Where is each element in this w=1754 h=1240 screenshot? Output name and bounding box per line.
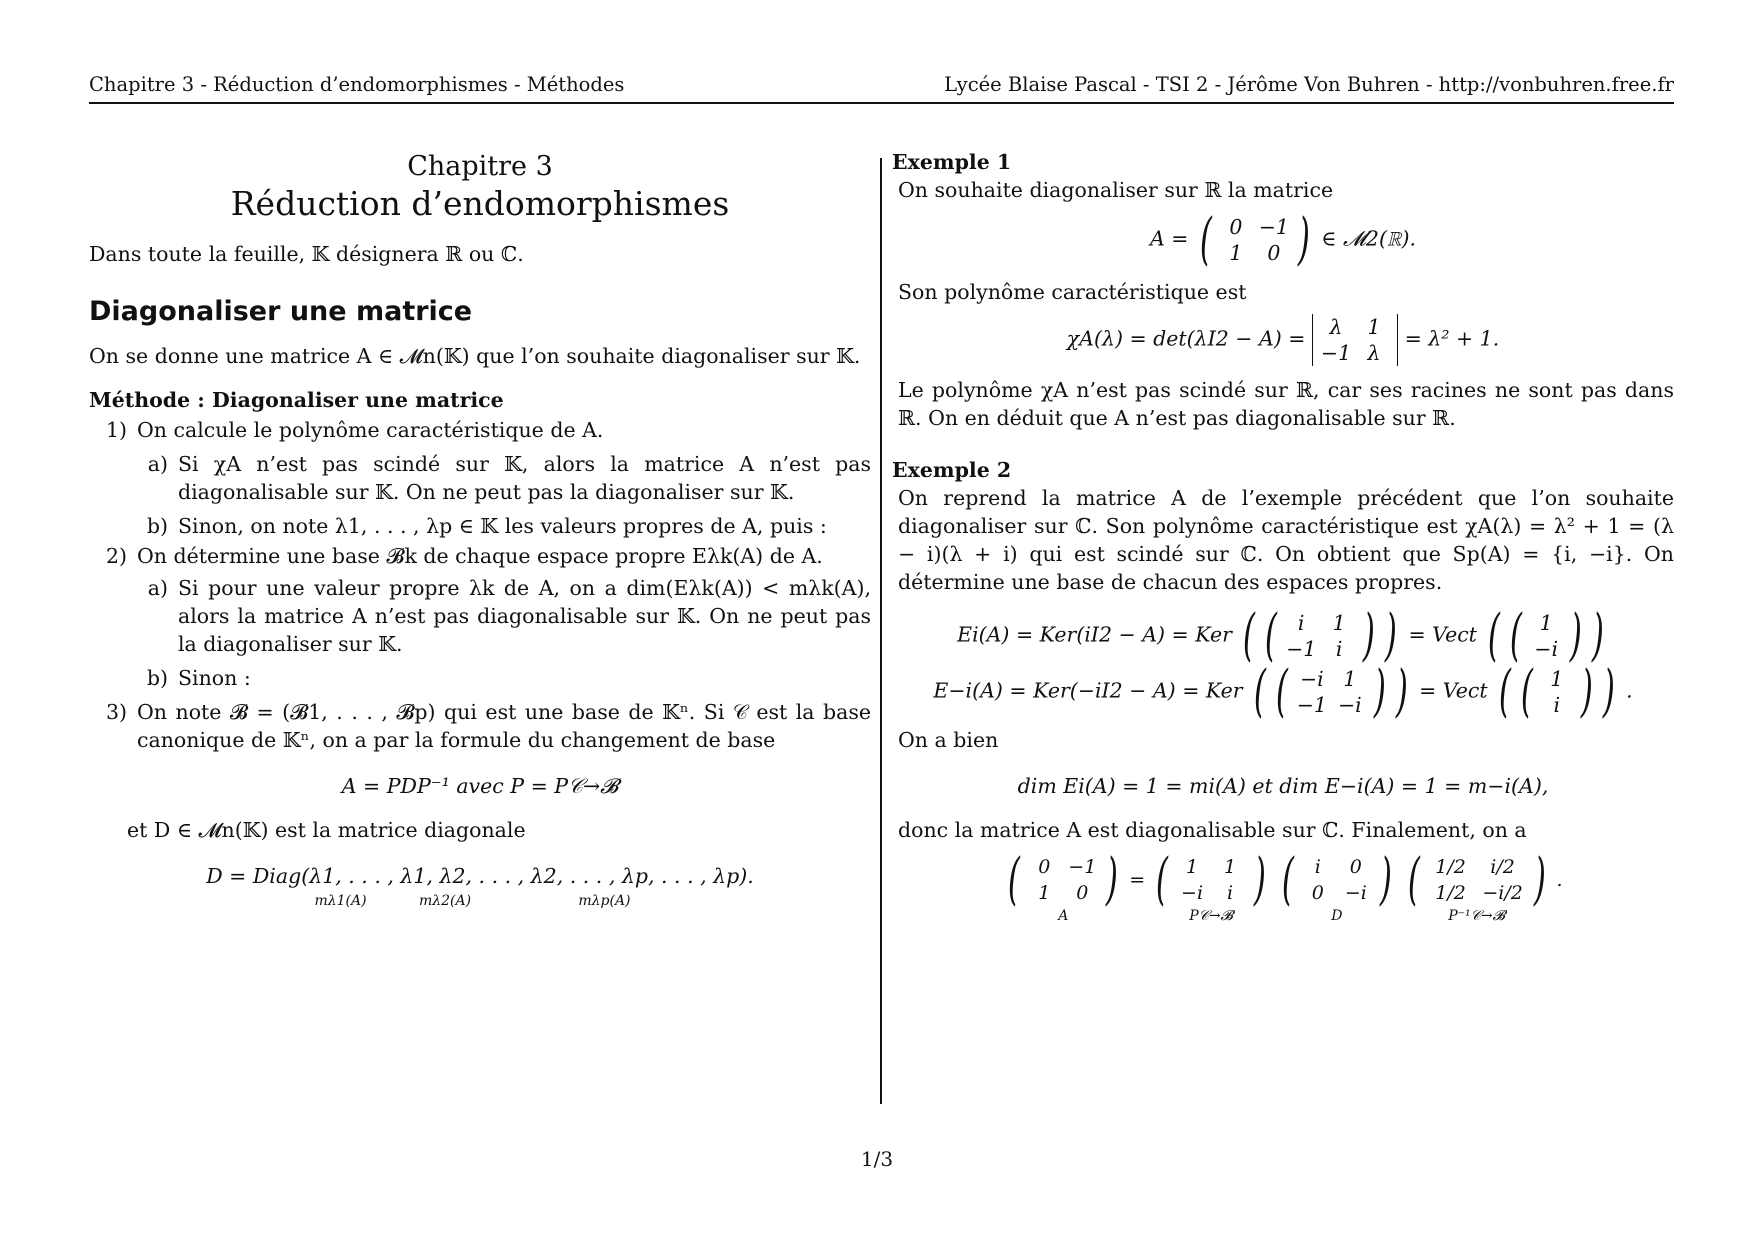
diag-brace-labels — [89, 892, 871, 910]
right-column — [892, 148, 1674, 924]
brace-label: mλ2(A) — [418, 893, 472, 909]
example-1-text-2: Son polynôme caractéristique est — [898, 280, 1247, 304]
left-paren: ( — [1510, 603, 1523, 668]
cell: i — [1553, 693, 1561, 717]
right-paren: ) — [1533, 847, 1546, 912]
cell: 1 — [1224, 856, 1237, 878]
cell: −1 — [1258, 215, 1289, 239]
cell: i — [1227, 882, 1234, 904]
cell: 1 — [1038, 882, 1051, 904]
eq-right: ∈ 𝓜2(ℝ). — [1321, 226, 1417, 251]
cell: −i — [1534, 637, 1559, 661]
cell: 0 — [1038, 856, 1051, 878]
brace-label: D — [1331, 908, 1343, 924]
method-step-1 — [89, 416, 871, 444]
step-letter: a) — [147, 452, 168, 476]
matrix — [1425, 854, 1529, 906]
cell: i — [1314, 856, 1321, 878]
left-paren: ( — [1254, 659, 1267, 724]
matrix — [1282, 610, 1358, 662]
example-2-text-2: On a bien — [898, 728, 999, 752]
brace-label: P⁻¹𝒞→𝓑 — [1448, 908, 1505, 924]
cell: λ — [1329, 315, 1343, 339]
step-text: On détermine une base 𝓑k de chaque espace propre Eλk(A) de A. — [137, 544, 823, 568]
factor-p — [1151, 847, 1271, 924]
method-step-1b — [138, 512, 871, 540]
factor-d — [1277, 847, 1397, 924]
method-step-1a — [138, 450, 871, 506]
equation-characteristic — [892, 314, 1674, 366]
factor-a — [1003, 847, 1123, 924]
left-column — [89, 148, 871, 910]
left-paren: ( — [1275, 659, 1288, 724]
cell: −i — [1299, 667, 1324, 691]
step-text: On calcule le polynôme caractéristique de A. — [137, 418, 604, 442]
eq-left: Ei(A) = Ker(iI2 − A) = Ker — [957, 622, 1232, 647]
step-3-continuation: et D ∈ 𝓜n(𝕂) est la matrice diagonale — [127, 818, 526, 842]
equation-eigenspace-i — [892, 603, 1674, 668]
right-paren: ) — [1253, 847, 1266, 912]
cell: 0 — [1229, 215, 1243, 239]
equals-sign: = — [1129, 869, 1146, 891]
cell: i/2 — [1490, 856, 1515, 878]
matrix — [1293, 666, 1369, 718]
cell: i — [1297, 611, 1305, 635]
step-text: Si pour une valeur propre λk de A, on a dim(Eλk(A)) < mλk(A), alors la matrice A n’est pas diagonalisable sur 𝕂. On ne peut pas la diagonaliser sur 𝕂. — [178, 576, 871, 656]
left-paren: ( — [1499, 659, 1512, 724]
step-number: 1) — [105, 418, 127, 442]
cell: 1 — [1539, 611, 1553, 635]
equation-diagonalization — [892, 847, 1674, 924]
left-paren: ( — [1520, 659, 1533, 724]
method-step-3 — [89, 698, 871, 754]
eq-end: . — [1626, 678, 1633, 703]
eq-left: A = — [1149, 226, 1189, 251]
eq-left: E−i(A) = Ker(−iI2 − A) = Ker — [933, 678, 1243, 703]
cell: −i — [1337, 693, 1362, 717]
cell: 1 — [1367, 315, 1381, 339]
step-text: On note 𝓑 = (𝓑1, . . . , 𝓑p) qui est une base de 𝕂ⁿ. Si 𝒞 est la base canonique de 𝕂ⁿ, on a par la formule du changement de base — [137, 700, 871, 752]
header-right: Lycée Blaise Pascal - TSI 2 - Jérôme Von Buhren - http://vonbuhren.free.fr — [944, 73, 1674, 96]
left-paren: ( — [1243, 603, 1256, 668]
right-paren: ) — [1384, 603, 1398, 668]
step-text: Sinon, on note λ1, . . . , λp ∈ 𝕂 les valeurs propres de A, puis : — [178, 514, 827, 538]
factor-p-inverse — [1403, 847, 1551, 924]
eq-mid: = Vect — [1419, 678, 1488, 703]
left-paren: ( — [1281, 847, 1294, 912]
eq-mid: = Vect — [1408, 622, 1477, 647]
example-2-conclusion: donc la matrice A est diagonalisable sur ℂ. Finalement, on a — [898, 818, 1527, 842]
equation-change-of-basis: A = PDP⁻¹ avec P = P𝒞→𝓑 — [341, 774, 619, 798]
example-2-heading: Exemple 2 — [892, 458, 1012, 482]
equation-eigenspace-minus-i — [892, 659, 1674, 724]
method-step-2a — [138, 574, 871, 658]
page-number: 1/3 — [860, 1147, 894, 1171]
equation-matrix-a — [892, 207, 1674, 272]
right-paren: ) — [1602, 659, 1615, 724]
method-step-2 — [89, 542, 871, 570]
vector — [1538, 666, 1576, 718]
intro-text: Dans toute la feuille, 𝕂 désignera ℝ ou ℂ. — [89, 242, 524, 266]
step-letter: b) — [146, 514, 168, 538]
cell: 0 — [1311, 882, 1324, 904]
brace-label: mλp(A) — [578, 893, 631, 909]
cell: −i — [1181, 882, 1204, 904]
example-2-text: On reprend la matrice A de l’exemple précédent que l’on souhaite diagonaliser sur ℂ. Son polynôme caractéristique est χA(λ) = λ² + 1 = (λ − i)(λ + i) qui est scindé sur ℂ. On obtient que Sp(A) = {i, −i}. On détermine une base de chacun des espaces propres. — [898, 486, 1674, 594]
brace-label: P𝒞→𝓑 — [1189, 908, 1233, 924]
right-paren: ) — [1570, 603, 1583, 668]
right-paren: ) — [1363, 603, 1376, 668]
left-paren: ( — [1265, 603, 1278, 668]
cell: −1 — [1286, 637, 1317, 661]
cell: −1 — [1068, 856, 1097, 878]
cell: 1 — [1550, 667, 1564, 691]
method-heading: Méthode : Diagonaliser une matrice — [89, 388, 504, 412]
eq-right: = λ² + 1. — [1404, 326, 1500, 351]
eq-end: . — [1556, 869, 1563, 891]
right-paren: ) — [1395, 659, 1408, 724]
section-title: Diagonaliser une matrice — [89, 296, 473, 327]
right-paren: ) — [1106, 847, 1119, 912]
step-text: Si χA n’est pas scindé sur 𝕂, alors la matrice A n’est pas diagonalisable sur 𝕂. On ne peut pas la diagonaliser sur 𝕂. — [178, 452, 871, 504]
matrix — [1025, 854, 1101, 906]
matrix — [1299, 854, 1375, 906]
example-1-text: On souhaite diagonaliser sur ℝ la matrice — [898, 178, 1334, 202]
right-paren: ) — [1297, 207, 1310, 272]
step-letter: a) — [147, 576, 168, 600]
cell: i — [1335, 637, 1343, 661]
cell: 0 — [1076, 882, 1089, 904]
section-intro: On se donne une matrice A ∈ 𝓜n(𝕂) que l’on souhaite diagonaliser sur 𝕂. — [89, 344, 861, 368]
equation-diag: D = Diag(λ1, . . . , λ1, λ2, . . . , λ2, . . . , λp, . . . , λp). — [206, 864, 754, 888]
cell: 1 — [1229, 241, 1243, 265]
right-paren: ) — [1373, 659, 1386, 724]
cell: 1/2 — [1435, 882, 1466, 904]
vector — [1527, 610, 1565, 662]
determinant — [1312, 314, 1398, 366]
step-number: 3) — [105, 700, 127, 724]
step-text: Sinon : — [178, 666, 251, 690]
cell: 0 — [1349, 856, 1362, 878]
chapter-title: Chapitre 3 — [407, 151, 553, 182]
cell: 0 — [1267, 241, 1281, 265]
brace-label: A — [1058, 908, 1069, 924]
right-paren: ) — [1580, 659, 1593, 724]
header-left: Chapitre 3 - Réduction d’endomorphismes - Méthodes — [89, 73, 625, 96]
equation-dimensions: dim Ei(A) = 1 = mi(A) et dim E−i(A) = 1 = m−i(A), — [1017, 774, 1549, 798]
method-step-2b — [138, 664, 871, 692]
cell: 1/2 — [1435, 856, 1466, 878]
left-paren: ( — [1407, 847, 1420, 912]
left-paren: ( — [1199, 207, 1212, 272]
example-1-heading: Exemple 1 — [892, 150, 1012, 174]
example-1-conclusion: Le polynôme χA n’est pas scindé sur ℝ, car ses racines ne sont pas dans ℝ. On en déduit que A n’est pas diagonalisable sur ℝ. — [898, 378, 1674, 430]
cell: −1 — [1320, 341, 1352, 365]
matrix — [1217, 214, 1293, 266]
right-paren: ) — [1591, 603, 1604, 668]
step-number: 2) — [105, 544, 127, 568]
cell: −1 — [1296, 693, 1327, 717]
eq-left: χA(λ) = det(λI2 − A) = — [1066, 326, 1306, 351]
chapter-subtitle: Réduction d’endomorphismes — [230, 184, 730, 223]
column-divider — [880, 158, 882, 1104]
cell: 1 — [1186, 856, 1199, 878]
brace-label: mλ1(A) — [314, 893, 367, 909]
cell: −i/2 — [1482, 882, 1523, 904]
left-paren: ( — [1488, 603, 1501, 668]
left-paren: ( — [1008, 847, 1021, 912]
step-letter: b) — [146, 666, 168, 690]
cell: −i — [1344, 882, 1367, 904]
matrix — [1173, 854, 1249, 906]
right-paren: ) — [1379, 847, 1392, 912]
page-header — [89, 72, 1674, 104]
cell: λ — [1367, 341, 1381, 365]
cell: 1 — [1343, 667, 1357, 691]
left-paren: ( — [1156, 847, 1169, 912]
cell: 1 — [1332, 611, 1346, 635]
